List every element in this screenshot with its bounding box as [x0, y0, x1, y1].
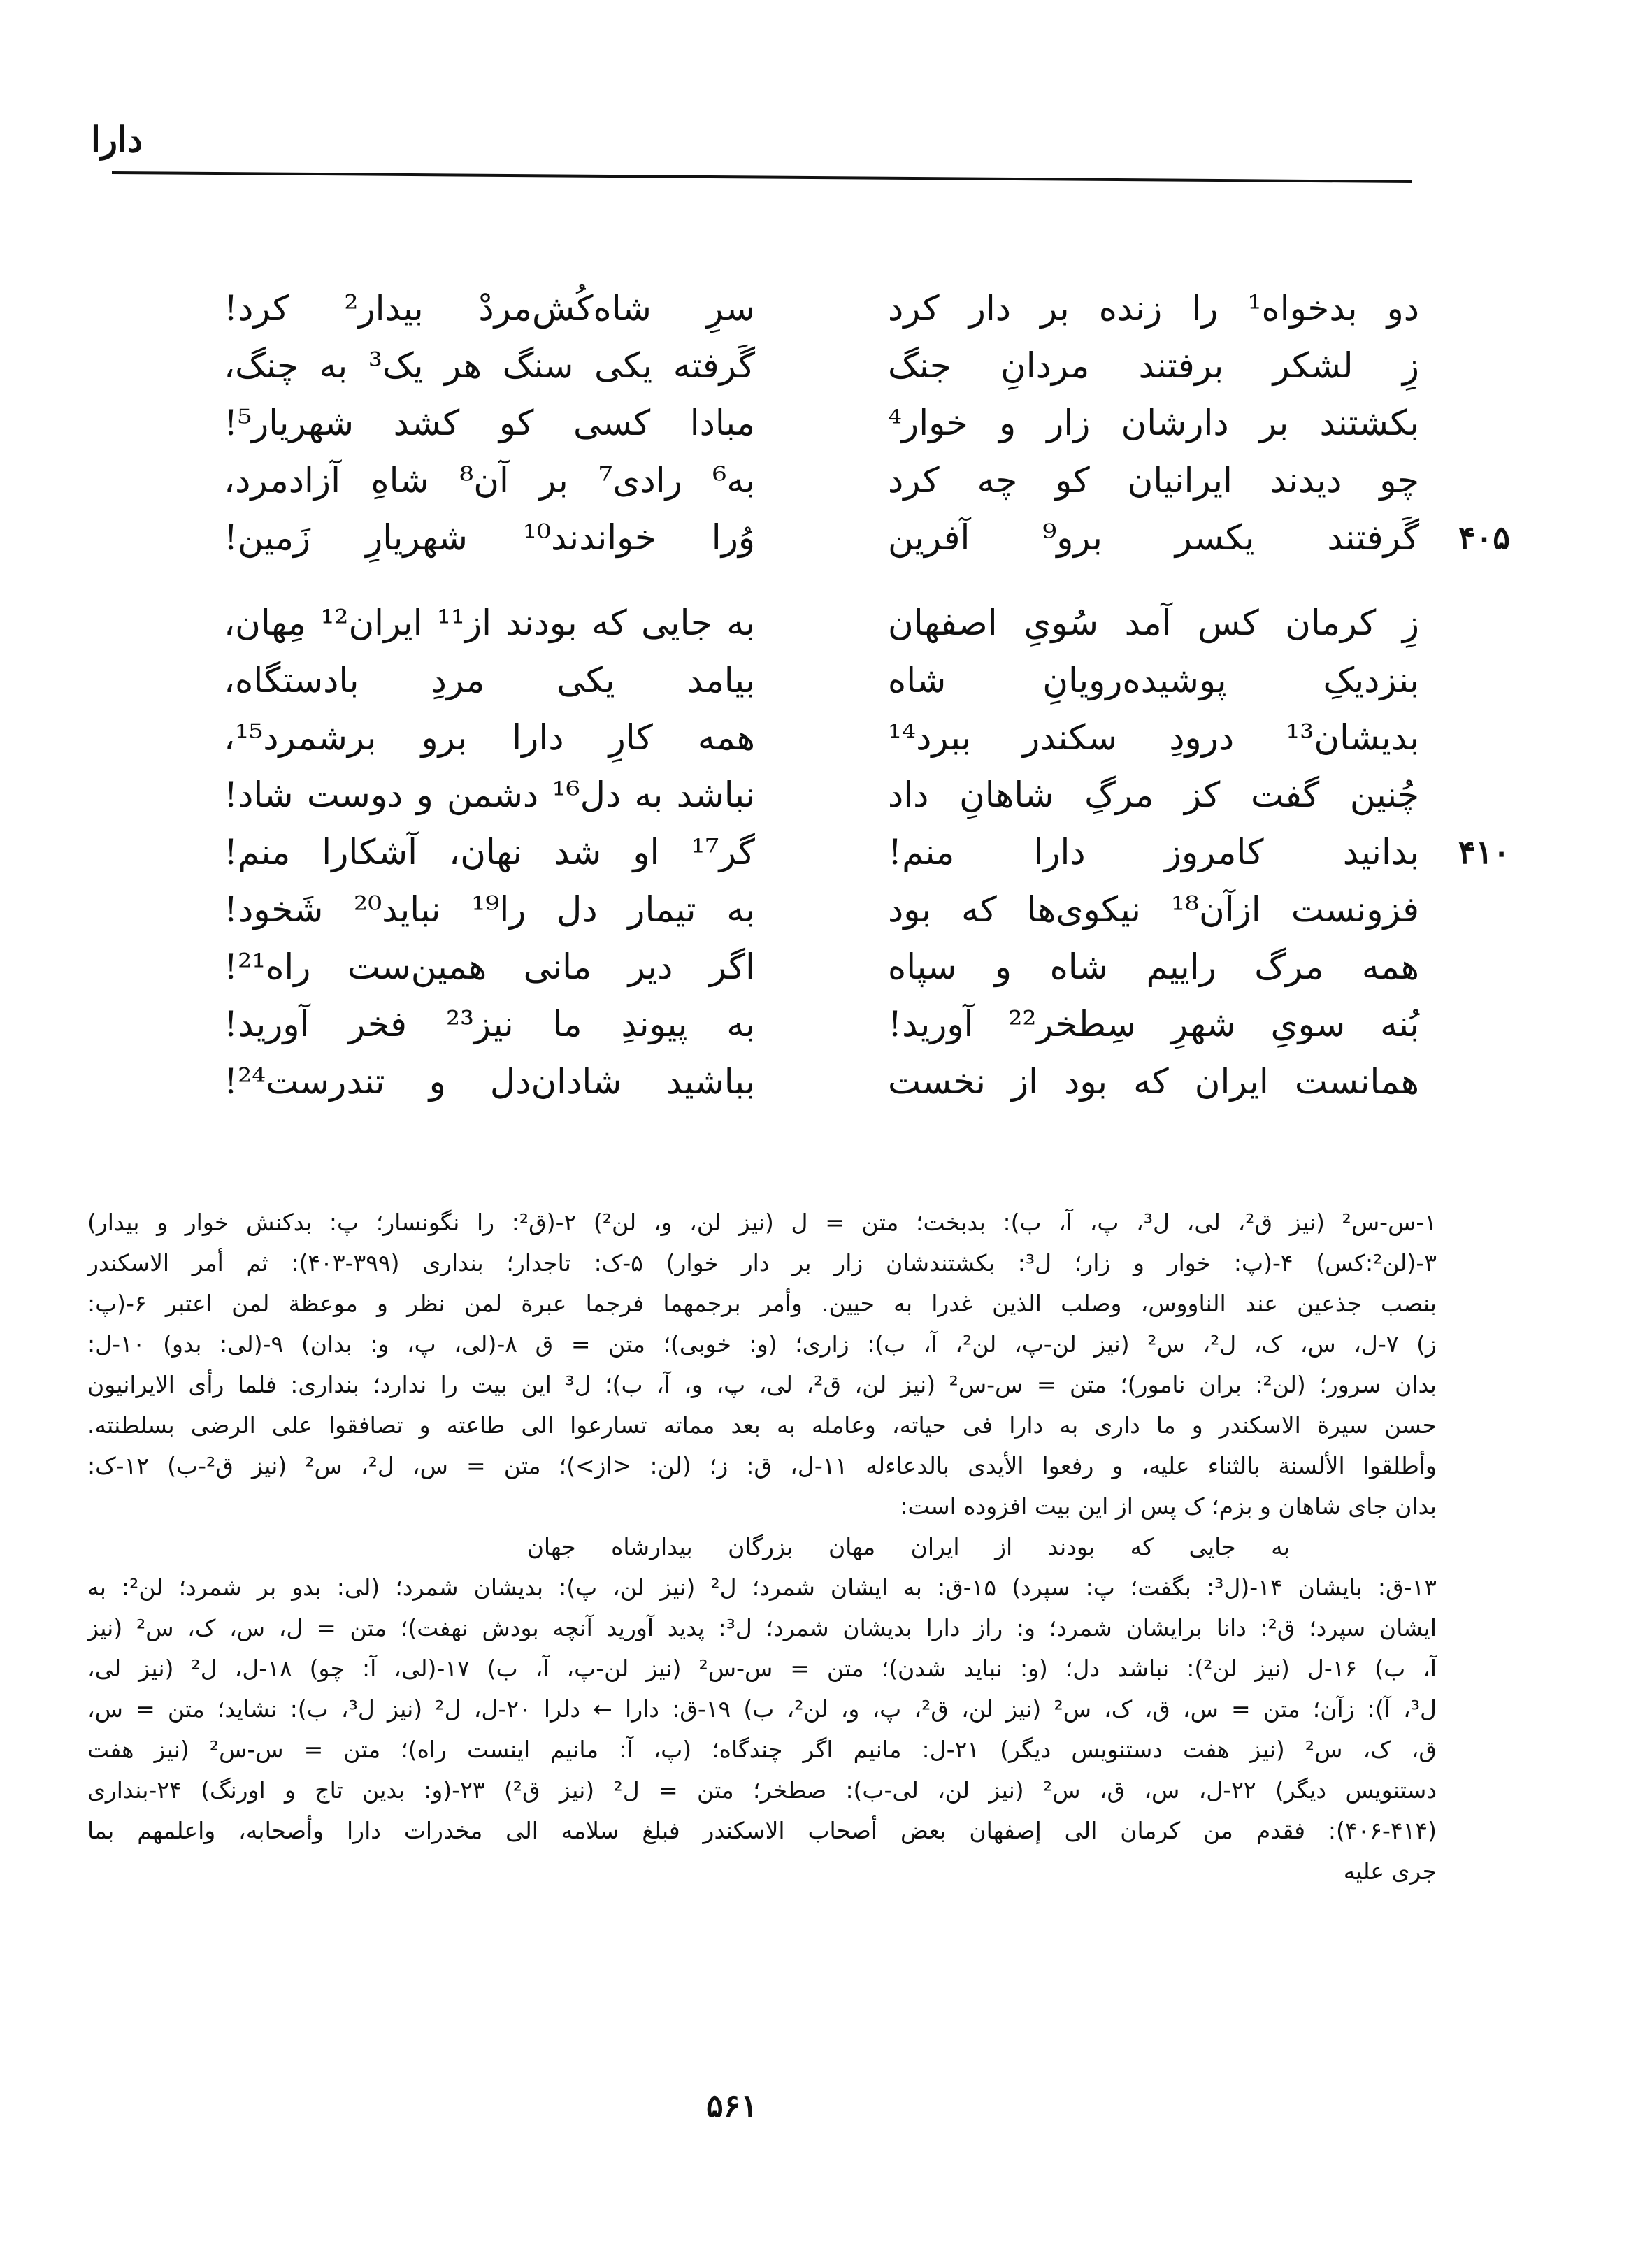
verse-hemistich: بدیشان¹³ درودِ سکندر ببرد¹⁴: [888, 717, 1419, 758]
verse-hemistich: به پیوندِ ما نیز²³ فخر آورید!: [224, 1004, 755, 1044]
verse-hemistich: نباشد به دل¹⁶ دشمن و دوست شاد!: [224, 775, 755, 815]
verse-number: ۴۱۰: [1458, 833, 1510, 871]
first-hemistich-column: [888, 594, 1510, 1110]
verse-hemistich: گر¹⁷ او شد نهان، آشکارا منم!: [224, 832, 755, 872]
verse-text: گَرفتند یکسر برو⁹ آفرین: [888, 517, 1419, 558]
verse-hemistich: بکشتند بر دارشان زار و خوار⁴: [888, 403, 1419, 443]
header-rule: [112, 171, 1412, 183]
verse-text: بدانید کامروز دارا منم!: [888, 832, 1419, 872]
footnote-inserted-verse: به جایی که بودند از ایران مهان بزرگان بیدارشاه جهان: [526, 1533, 1290, 1560]
footnote-line: بنصب جذعین عند الناووس، وصلب الذین غدرا به حیین. وأمر برجمهما فرجما عبرة لمن نظر و موعظة لمن اعتبر ۶-(پ:: [87, 1290, 1437, 1317]
verse-hemistich: به جایی که بودند از¹¹ ایران¹² مِهان،: [224, 603, 755, 643]
verse-hemistich: همه کارِ دارا برو برشمرد¹⁵،: [224, 717, 755, 758]
verse-hemistich: به تیمار دل را¹⁹ نباید²⁰ شَخود!: [224, 889, 755, 930]
footnote-line: ایشان سپرد؛ ق²: دانا برایشان شمرد؛ و: راز دارا بدیشان شمرد؛ ل³: پدید آورید آنچه بودش نهفت)؛ متن = ل، س، ک، س² (نیز: [87, 1614, 1437, 1641]
page-number: ۵۶۱: [706, 2087, 759, 2124]
verse-hemistich: فزونست ازآن¹⁸ نیکوی‌ها که بود: [888, 889, 1419, 930]
footnote-line: ز) ۷-ل، س، ک، ل²، س² (نیز لن-پ، لن²، آ، ب): زاری؛ (و: خوبی)؛ متن = ق ۸-(لی، پ، و: بدان) ۹-(لی: بدو) ۱۰-ل:: [87, 1330, 1437, 1358]
stanza-1: [189, 280, 1510, 566]
verse-hemistich: بُنه سویِ شهرِ سِطخر²² آورید!: [888, 1004, 1419, 1044]
verse-hemistich: بباشید شادان‌دل و تندرست²⁴!: [224, 1061, 755, 1102]
first-hemistich-column: [888, 280, 1510, 566]
verse-hemistich: [888, 824, 1510, 881]
stanza-2: [189, 594, 1510, 1110]
footnote-line: جری علیه: [1343, 1857, 1437, 1885]
verse-hemistich: بنزدیکِ پوشیده‌رویانِ شاه: [888, 660, 1419, 700]
footnote-line: بدان جای شاهان و بزم؛ ک پس از این بیت افزوده است:: [900, 1493, 1437, 1520]
verse-hemistich: زِ کرمان کس آمد سُویِ اصفهان: [888, 603, 1419, 643]
second-hemistich-column: [224, 280, 755, 566]
footnote-line: ل³، آ): زآن؛ متن = س، ق، ک، س² (نیز لن، ق²، پ، و، لن²، ب) ۱۹-ق: دارا ← دلرا ۲۰-ل، ل² (نیز ل³، ب): نشاید؛ متن = س،: [87, 1695, 1437, 1723]
verse-number: ۴۰۵: [1458, 519, 1510, 556]
footnotes: [87, 1202, 1437, 1892]
poem-body: [189, 280, 1510, 1138]
footnote-line: ۱-س-س² (نیز ق²، لی، ل³، پ، آ، ب): بدبخت؛ متن = ل (نیز لن، و، لن²) ۲-(ق²: را نگونسار؛ پ: بدکنش خوار و بیدار): [87, 1209, 1437, 1236]
footnote-line: ۳-(لن²:کس) ۴-(پ: خوار و زار؛ ل³: بکشتندشان زار بر دار خوار) ۵-ک: تاجدار؛ بنداری (۳۹۹-۴۰۳): ثم أمر الاسکندر: [87, 1249, 1437, 1276]
verse-hemistich: به⁶ رادی⁷ بر آن⁸ شاهِ آزادمرد،: [224, 460, 755, 501]
verse-hemistich: زِ لشکر برفتند مردانِ جنگ: [888, 345, 1419, 386]
verse-hemistich: چُنین گفت کز مرگِ شاهانِ داد: [888, 775, 1419, 815]
second-hemistich-column: [224, 594, 755, 1110]
footnote-line: دستنویس دیگر) ۲۲-ل، س، ق، س² (نیز لن، لی-ب): صطخر؛ متن = ل² (نیز ق²) ۲۳-(و: بدین تاج و اورنگ) ۲۴-بنداری: [87, 1776, 1437, 1804]
verse-hemistich: اگر دیر مانی همین‌ست راه²¹!: [224, 947, 755, 987]
running-head: دارا: [91, 119, 143, 160]
verse-hemistich: [888, 509, 1510, 566]
verse-hemistich: بیامد یکی مردِ بادستگاه،: [224, 660, 755, 700]
footnote-line: آ، ب) ۱۶-ل (نیز لن²): نباشد دل؛ (و: نباید شدن)؛ متن = س-س² (نیز لن-پ، آ، ب) ۱۷-(لی، آ: چو) ۱۸-ل، ل² (نیز لی،: [87, 1655, 1437, 1682]
verse-hemistich: دو بدخواه¹ را زنده بر دار کرد: [888, 288, 1419, 329]
verse-hemistich: همه مرگ راییم شاه و سپاه: [888, 947, 1419, 987]
verse-hemistich: همانست ایران که بود از نخست: [888, 1061, 1419, 1102]
verse-hemistich: مبادا کسی کو کشد شهریار⁵!: [224, 403, 755, 443]
verse-hemistich: گَرفته یکی سنگ هر یک³ به چنگ،: [224, 345, 755, 386]
footnote-line: بدان سرور؛ (لن²: بران نامور)؛ متن = س-س² (نیز لن، ق²، لی، پ، و، آ، ب)؛ ل³ این بیت را ندارد؛ بنداری: فلما رأی الایرانیون: [87, 1371, 1437, 1398]
verse-hemistich: وُرا خواندند¹⁰ شهریارِ زَمین!: [224, 517, 755, 558]
footnote-line: وأطلقوا الألسنة بالثناء علیه، و رفعوا الأیدی بالدعاءله ۱۱-ل، ق: ز؛ (لن: <از>)؛ متن = س، ل²، س² (نیز ق²-ب) ۱۲-ک:: [87, 1452, 1437, 1479]
footnote-line: (۴۰۶-۴۱۴): فقدم من کرمان الی إصفهان بعض أصحاب الاسکندر فبلغ سلامه الی مخدرات دارا وأصحابه، واعلمهم بما: [87, 1817, 1437, 1844]
footnote-line: حسن سیرة الاسکندر و ما داری به دارا فی حیاته، وعامله به بعد مماته تسارعوا الی طاعته و تصافقوا علی الرضی بسلطنته.: [87, 1411, 1437, 1439]
footnote-line: ۱۳-ق: بایشان ۱۴-(ل³: بگفت؛ پ: سپرد) ۱۵-ق: به ایشان شمرد؛ ل² (نیز لن، پ): بدیشان شمرد؛ (لی: بدو بر شمرد؛ لن²: به: [87, 1574, 1437, 1601]
verse-hemistich: سرِ شاه‌کُش‌مردْ بیدار² کرد!: [224, 288, 755, 329]
verse-hemistich: چو دیدند ایرانیان کو چه کرد: [888, 460, 1419, 501]
footnote-line: ق، ک، س² (نیز هفت دستنویس دیگر) ۲۱-ل: مانیم اگر چندگاه؛ (پ، آ: مانیم اینست راه)؛ متن = س-س² (نیز هفت: [87, 1736, 1437, 1763]
